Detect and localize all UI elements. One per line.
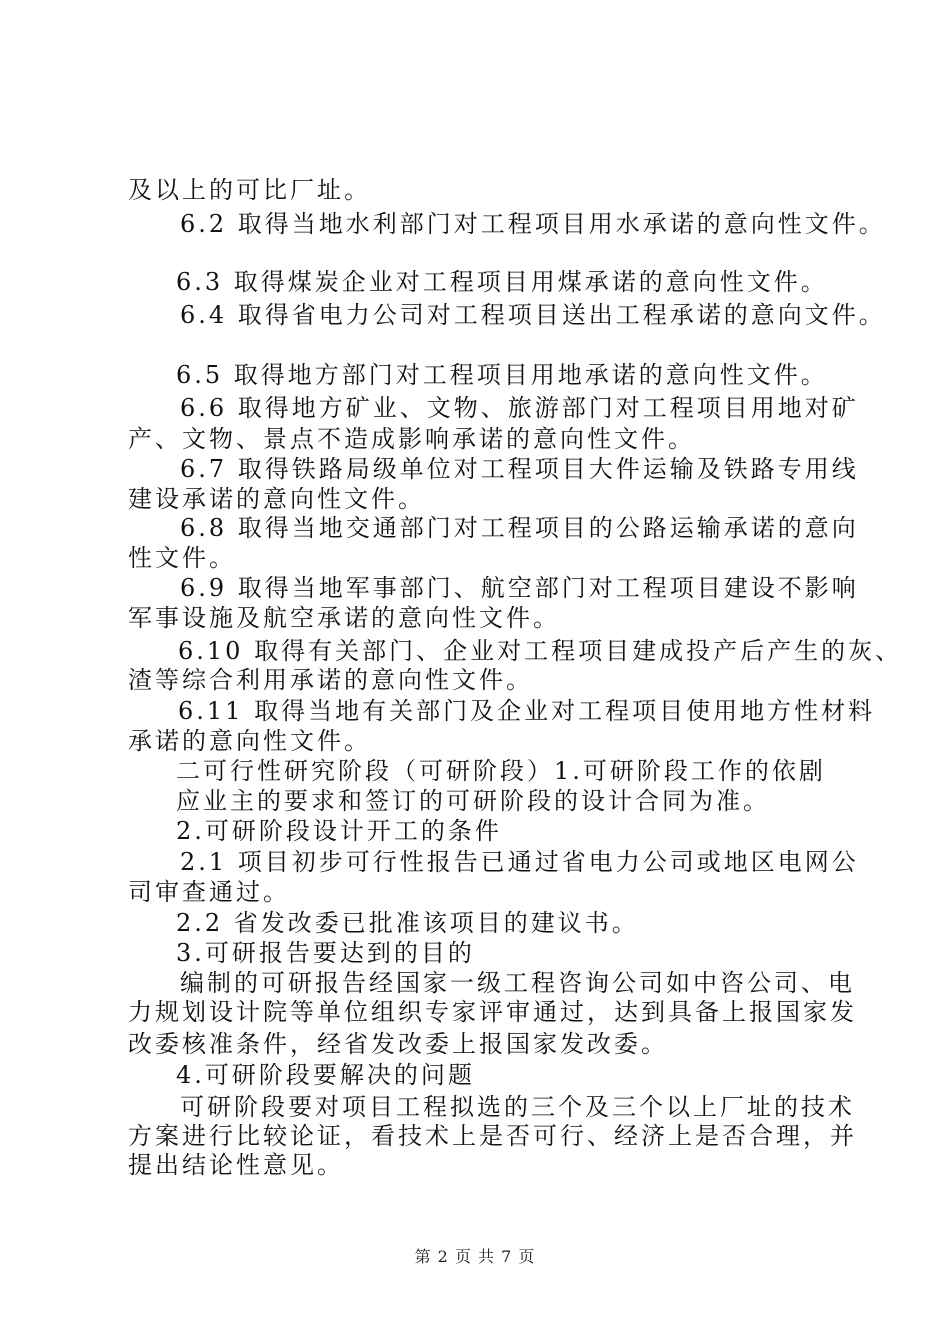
- text-line: 3.可研报告要达到的目的: [176, 939, 475, 967]
- text-line: 6.10 取得有关部门、企业对工程项目建成投产后产生的灰、: [178, 637, 903, 665]
- text-line: 性文件。: [128, 544, 236, 572]
- text-line: 二可行性研究阶段（可研阶段）1.可研阶段工作的依剧: [176, 757, 826, 785]
- text-line: 6.9 取得当地军事部门、航空部门对工程项目建设不影响: [180, 574, 859, 602]
- text-line: 编制的可研报告经国家一级工程咨询公司如中咨公司、电: [180, 969, 855, 997]
- text-line: 力规划设计院等单位组织专家评审通过，达到具备上报国家发: [128, 998, 857, 1026]
- text-line: 6.7 取得铁路局级单位对工程项目大件运输及铁路专用线: [180, 455, 859, 483]
- text-line: 方案进行比较论证，看技术上是否可行、经济上是否合理，并: [128, 1122, 857, 1150]
- page-number-footer: 第 2 页 共 7 页: [414, 1247, 536, 1266]
- text-line: 司审查通过。: [128, 878, 290, 906]
- text-line: 4.可研阶段要解决的问题: [176, 1061, 475, 1089]
- text-line: 改委核准条件，经省发改委上报国家发改委。: [128, 1030, 668, 1058]
- text-line: 6.8 取得当地交通部门对工程项目的公路运输承诺的意向: [180, 514, 859, 542]
- text-line: 承诺的意向性文件。: [128, 727, 371, 755]
- text-line: 2.1 项目初步可行性报告已通过省电力公司或地区电网公: [180, 848, 859, 876]
- text-line: 产、文物、景点不造成影响承诺的意向性文件。: [128, 425, 695, 453]
- text-line: 2.2 省发改委已批准该项目的建议书。: [176, 909, 639, 937]
- text-line: 6.4 取得省电力公司对工程项目送出工程承诺的意向文件。: [180, 301, 886, 329]
- text-line: 及以上的可比厂址。: [128, 176, 371, 204]
- text-line: 应业主的要求和签订的可研阶段的设计合同为准。: [176, 787, 770, 815]
- text-line: 6.2 取得当地水利部门对工程项目用水承诺的意向性文件。: [180, 210, 886, 238]
- text-line: 建设承诺的意向性文件。: [128, 485, 425, 513]
- text-line: 6.3 取得煤炭企业对工程项目用煤承诺的意向性文件。: [176, 268, 828, 296]
- text-line: 提出结论性意见。: [128, 1151, 344, 1179]
- text-line: 渣等综合利用承诺的意向性文件。: [128, 666, 533, 694]
- text-line: 6.5 取得地方部门对工程项目用地承诺的意向性文件。: [176, 361, 828, 389]
- text-line: 可研阶段要对项目工程拟选的三个及三个以上厂址的技术: [180, 1093, 855, 1121]
- text-line: 2.可研阶段设计开工的条件: [176, 817, 502, 845]
- text-line: 军事设施及航空承诺的意向性文件。: [128, 604, 560, 632]
- text-line: 6.11 取得当地有关部门及企业对工程项目使用地方性材料: [178, 697, 876, 725]
- text-line: 6.6 取得地方矿业、文物、旅游部门对工程项目用地对矿: [180, 394, 859, 422]
